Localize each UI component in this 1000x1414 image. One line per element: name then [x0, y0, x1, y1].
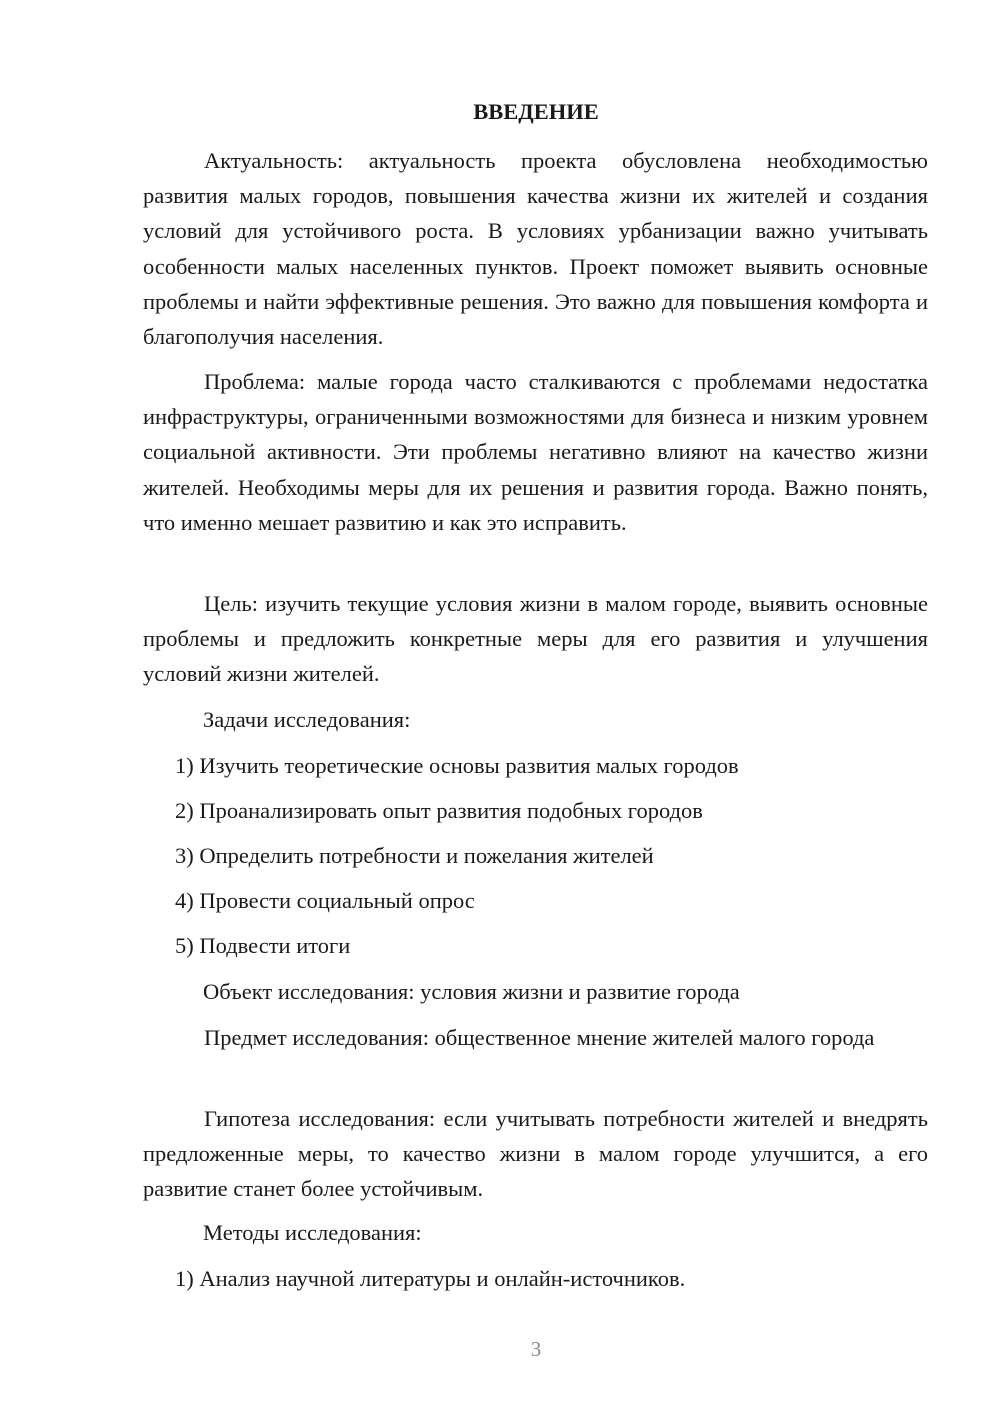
- tasks-heading: Задачи исследования:: [203, 707, 411, 732]
- task-item: 4) Провести социальный опрос: [175, 888, 475, 913]
- goal-paragraph: Цель: изучить текущие условия жизни в малом городе, выявить основные проблемы и предложить конкретные меры для его развития и улучшения условий жизни жителей.: [143, 591, 928, 687]
- page-number: 3: [530, 1337, 542, 1361]
- hypothesis-paragraph: Гипотеза исследования: если учитывать потребности жителей и внедрять предложенные меры, то качество жизни в малом городе улучшится, а его развитие станет более устойчивым.: [143, 1106, 928, 1202]
- methods-heading: Методы исследования:: [203, 1220, 422, 1245]
- object-line: Объект исследования: условия жизни и развитие города: [203, 979, 740, 1004]
- method-item: 1) Анализ научной литературы и онлайн-источников.: [175, 1266, 686, 1291]
- task-item: 5) Подвести итоги: [175, 933, 351, 958]
- task-item: 2) Проанализировать опыт развития подобных городов: [175, 798, 703, 823]
- task-item: 1) Изучить теоретические основы развития малых городов: [175, 753, 739, 778]
- subject-paragraph: Предмет исследования: общественное мнение жителей малого города: [204, 1025, 875, 1050]
- page-title: ВВЕДЕНИЕ: [473, 99, 599, 124]
- problem-paragraph: Проблема: малые города часто сталкиваются с проблемами недостатка инфраструктуры, ограниченными возможностями для бизнеса и низким уровнем социальной активности. Эти проблемы негативно влияют на качество жизни жителей. Необходимы меры для их решения и развития города. Важно понять, что именно мешает развитию и как это исправить.: [143, 369, 928, 535]
- task-item: 3) Определить потребности и пожелания жителей: [175, 843, 654, 868]
- relevance-paragraph: Актуальность: актуальность проекта обусловлена необходимостью развития малых городов, повышения качества жизни их жителей и создания условий для устойчивого роста. В условиях урбанизации важно учитывать особенности малых населенных пунктов. Проект поможет выявить основные проблемы и найти эффективные решения. Это важно для повышения комфорта и благополучия населения.: [143, 148, 928, 350]
